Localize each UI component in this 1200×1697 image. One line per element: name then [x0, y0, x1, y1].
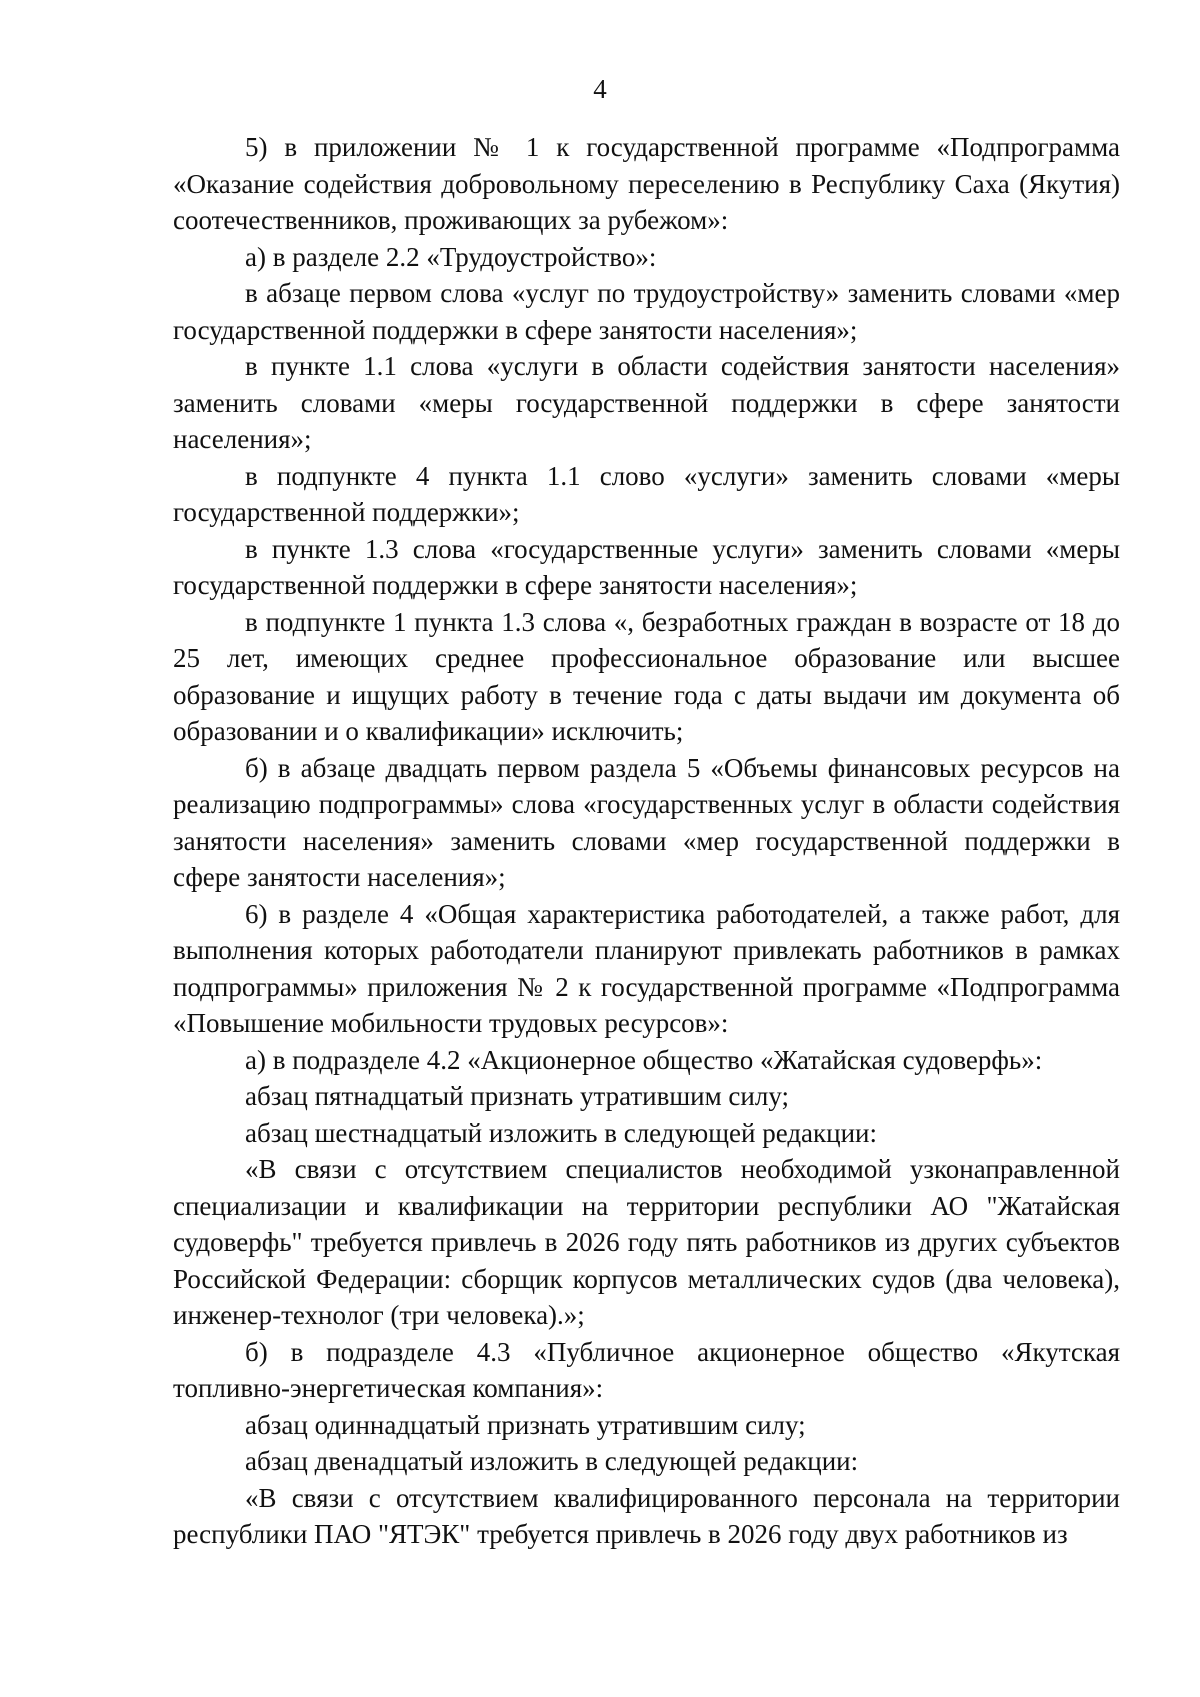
- paragraph-abzac-15-void: абзац пятнадцатый признать утратившим силу;: [245, 1081, 789, 1111]
- paragraph-point-1-3: в пункте 1.3 слова «государственные услуги» заменить словами «меры государственной поддержки в сфере занятости населения»;: [173, 533, 1120, 600]
- paragraph-subpoint-1-point-1-3: в подпункте 1 пункта 1.3 слова «, безработных граждан в возрасте от 18 до 25 лет, имеющих среднее профессиональное образование или высшее образование и ищущих работу в течение года с даты выдачи им документа об образовании и о квалификации» исключить;: [173, 606, 1120, 746]
- document-body: [173, 129, 1120, 1553]
- paragraph-subsection-4-3: б) в подразделе 4.3 «Публичное акционерное общество «Якутская топливно-энергетическая компания»:: [173, 1336, 1120, 1403]
- paragraph-subpoint-4-point-1-1: в подпункте 4 пункта 1.1 слово «услуги» заменить словами «меры государственной поддержки»;: [173, 460, 1120, 527]
- paragraph-item-5-appendix-1: 5) в приложении № 1 к государственной программе «Подпрограмма «Оказание содействия добровольному переселению в Республику Саха (Якутия) соотечественников, проживающих за рубежом»:: [173, 132, 1120, 235]
- paragraph-first-abzac: в абзаце первом слова «услуг по трудоустройству» заменить словами «мер государственной поддержки в сфере занятости населения»;: [173, 278, 1120, 345]
- paragraph-section-5: б) в абзаце двадцать первом раздела 5 «Объемы финансовых ресурсов на реализацию подпрограммы» слова «государственных услуг в области содействия занятости населения» заменить словами «мер государственной поддержки в сфере занятости населения»;: [173, 752, 1120, 892]
- paragraph-abzac-11-void: абзац одиннадцатый признать утратившим силу;: [245, 1409, 806, 1440]
- paragraph-item-6-appendix-2: 6) в разделе 4 «Общая характеристика работодателей, а также работ, для выполнения которых работодатели планируют привлекать работников в рамках подпрограммы» приложения № 2 к государственной программе «Подпрограмма «Повышение мобильности трудовых ресурсов»:: [173, 898, 1120, 1038]
- paragraph-abzac-12-new: абзац двенадцатый изложить в следующей редакции:: [245, 1446, 859, 1476]
- paragraph-section-2-2: а) в разделе 2.2 «Трудоустройство»:: [245, 241, 657, 272]
- paragraph-point-1-1: в пункте 1.1 слова «услуги в области содействия занятости населения» заменить словами «меры государственной поддержки в сфере занятости населения»;: [173, 351, 1120, 454]
- paragraph-quote-yatek: «В связи с отсутствием квалифицированного персонала на территории республики ПАО "ЯТЭК" требуется привлечь в 2026 году двух работников из: [173, 1482, 1120, 1549]
- paragraph-quote-zhatai: «В связи с отсутствием специалистов необходимой узконаправленной специализации и квалификации на территории республики АО "Жатайская судоверфь" требуется привлечь в 2026 году пять работников из других субъектов Российской Федерации: сборщик корпусов металлических судов (два человека), инженер-технолог (три человека).»;: [173, 1154, 1120, 1330]
- page-number: 4: [593, 74, 607, 104]
- paragraph-abzac-16-new: абзац шестнадцатый изложить в следующей редакции:: [245, 1117, 878, 1148]
- paragraph-subsection-4-2: а) в подразделе 4.2 «Акционерное общество «Жатайская судоверфь»:: [245, 1044, 1043, 1075]
